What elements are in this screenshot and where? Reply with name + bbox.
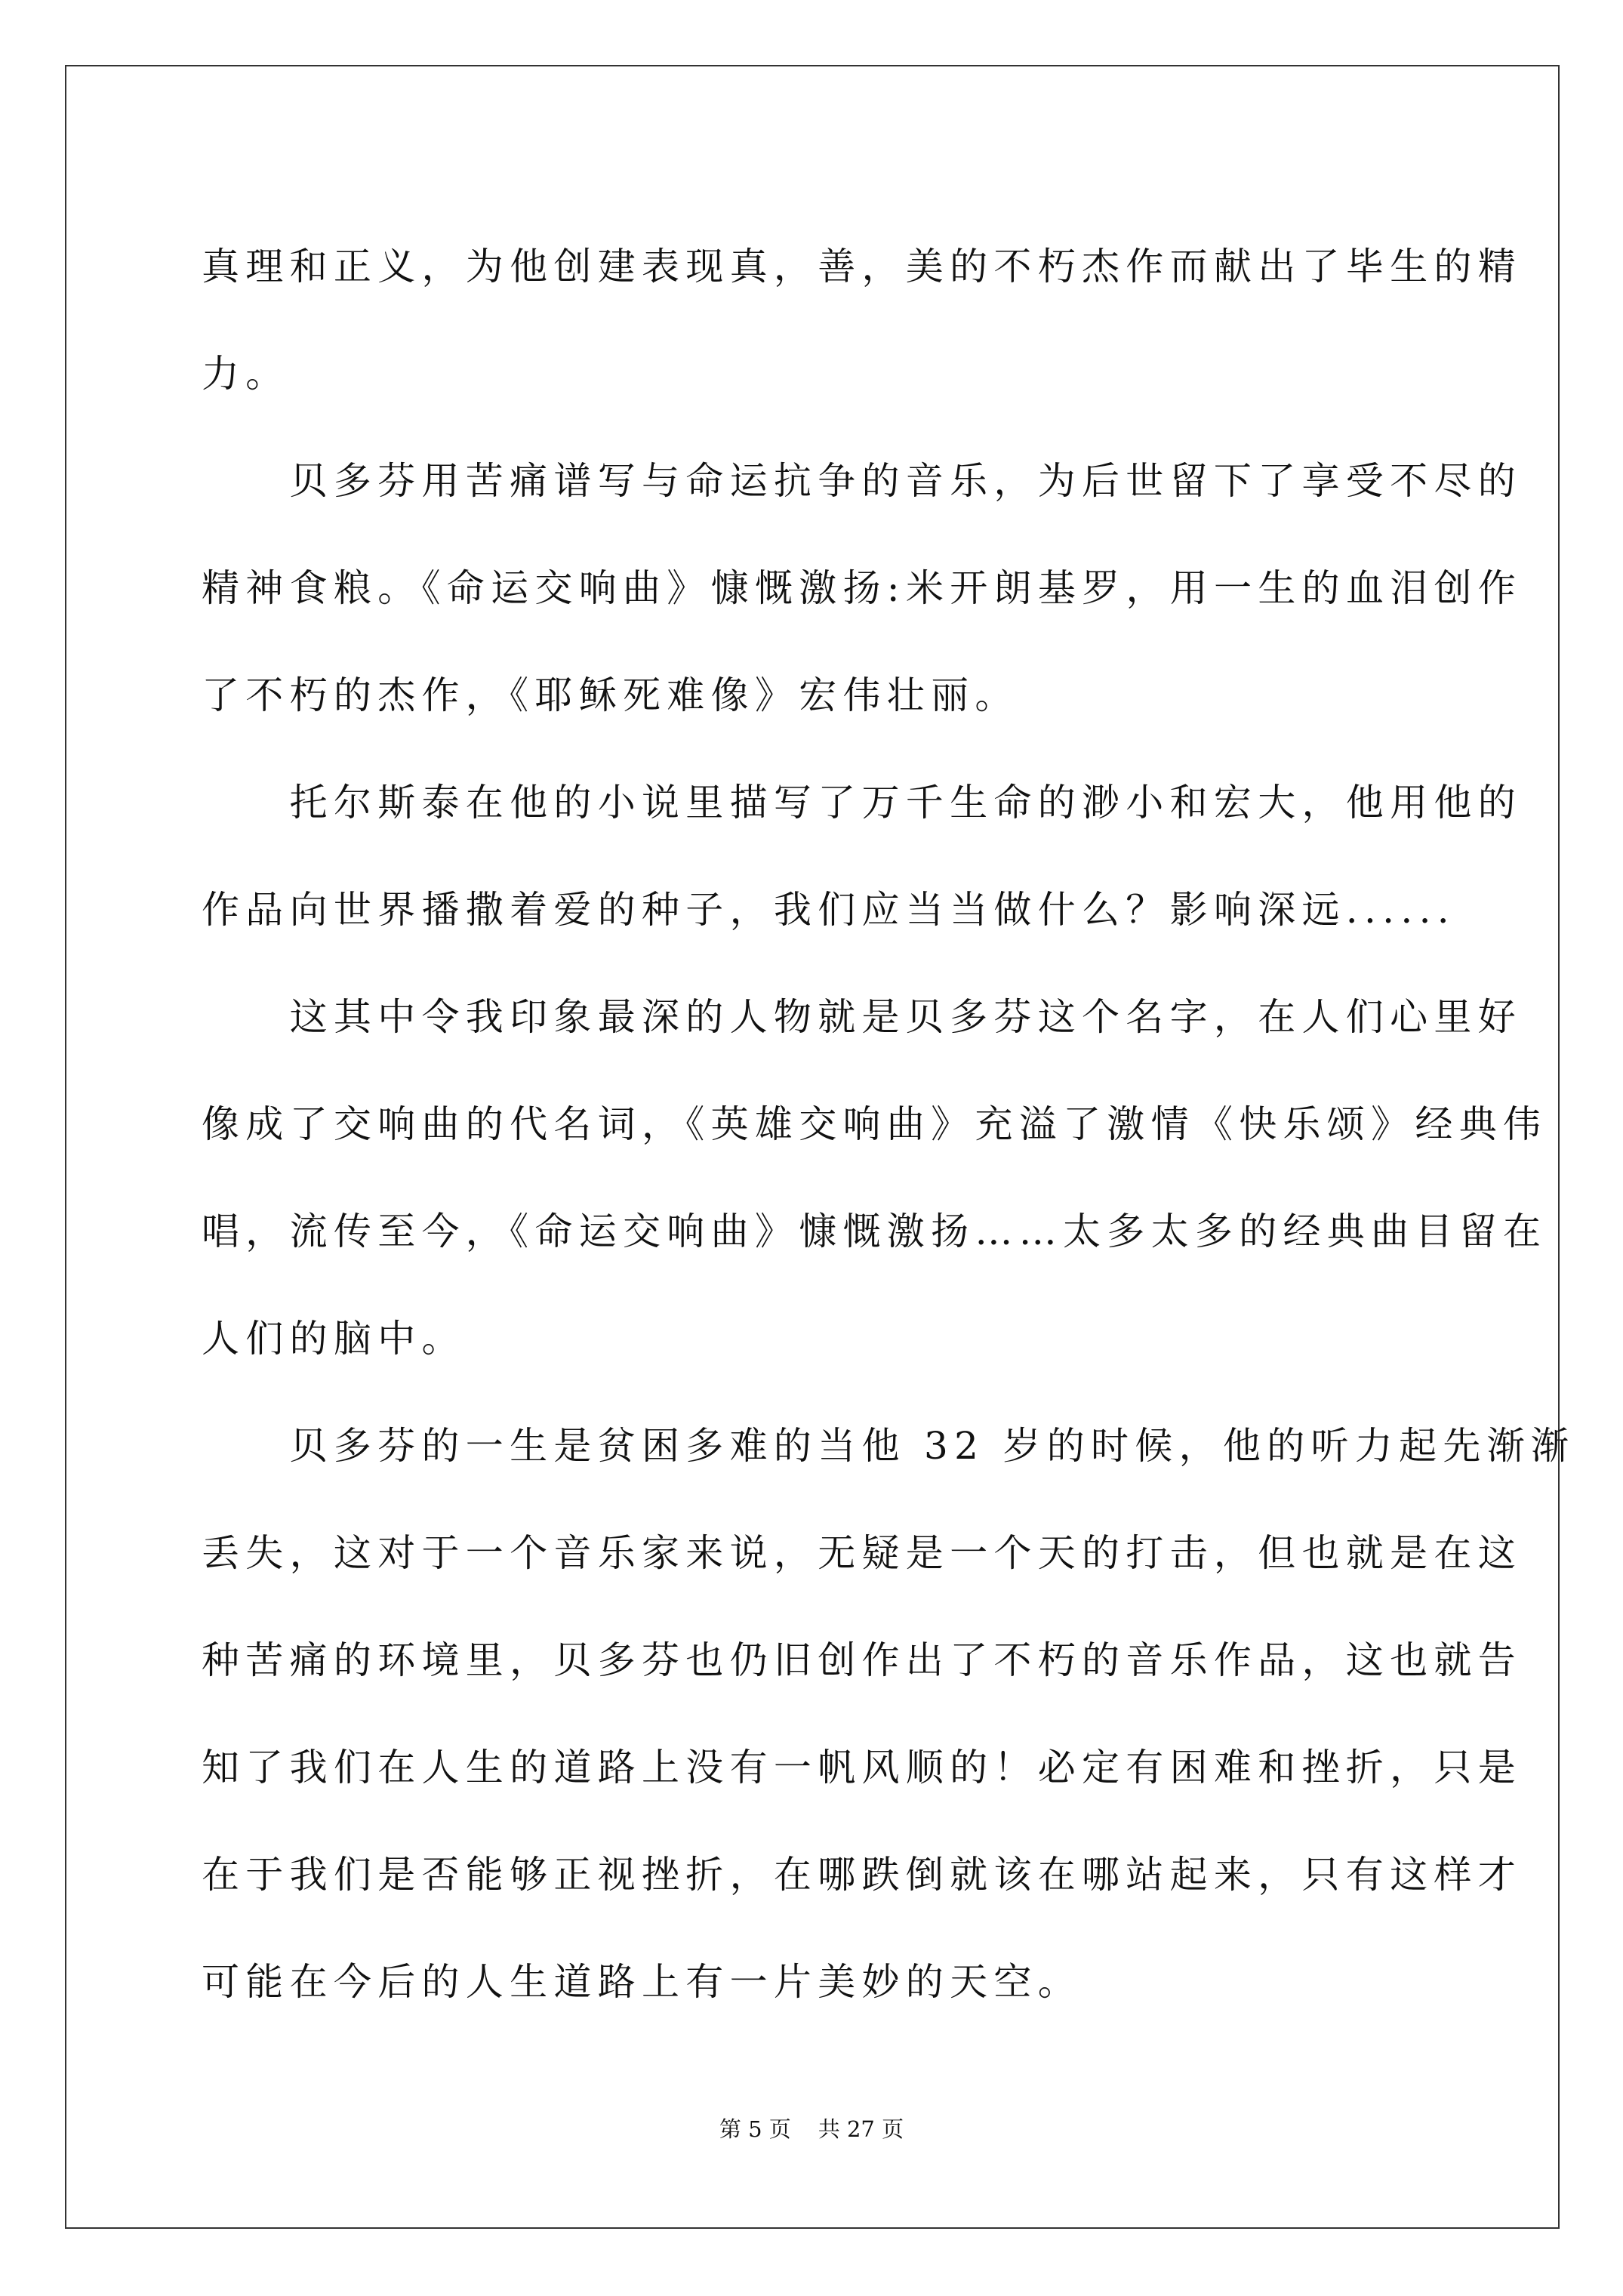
page-footer xyxy=(0,2114,1623,2144)
text-line: 贝多芬用苦痛谱写与命运抗争的音乐，为后世留下了享受不尽的 xyxy=(202,459,1522,503)
text-line: 了不朽的杰作，《耶稣死难像》宏伟壮丽。 xyxy=(202,673,1019,717)
text-line: 可能在今后的人生道路上有一片美妙的天空。 xyxy=(202,1960,1082,2004)
text-line: 人们的脑中。 xyxy=(202,1317,466,1361)
text-line: 知了我们在人生的道路上没有一帆风顺的！必定有困难和挫折，只是 xyxy=(202,1746,1522,1789)
text-line: 力。 xyxy=(202,352,290,396)
text-line: 丢失，这对于一个音乐家来说，无疑是一个天的打击，但也就是在这 xyxy=(202,1531,1522,1575)
text-line: 真理和正义，为他创建表现真，善，美的不朽杰作而献出了毕生的精 xyxy=(202,245,1522,288)
text-line: 贝多芬的一生是贫困多难的当他 32 岁的时候，他的听力起先渐渐 xyxy=(202,1424,1575,1468)
text-line: 唱，流传至今，《命运交响曲》慷慨激扬……太多太多的经典曲目留在 xyxy=(202,1210,1548,1253)
text-line: 精神食粮。《命运交响曲》慷慨激扬:米开朗基罗，用一生的血泪创作 xyxy=(202,566,1523,610)
current-page-number: 第 5 页 xyxy=(719,2116,791,2142)
text-line: 种苦痛的环境里，贝多芬也仍旧创作出了不朽的音乐作品，这也就告 xyxy=(202,1638,1522,1682)
document-body xyxy=(202,213,1575,2036)
total-page-count: 共 27 页 xyxy=(818,2116,904,2142)
text-line: 托尔斯泰在他的小说里描写了万千生命的渺小和宏大，他用他的 xyxy=(202,781,1522,824)
text-line: 在于我们是否能够正视挫折，在哪跌倒就该在哪站起来，只有这样才 xyxy=(202,1853,1522,1897)
text-line: 像成了交响曲的代名词，《英雄交响曲》充溢了激情《快乐颂》经典伟 xyxy=(202,1102,1548,1146)
text-line: 作品向世界播撒着爱的种子，我们应当当做什么？影响深远...... xyxy=(202,888,1455,932)
text-line: 这其中令我印象最深的人物就是贝多芬这个名字，在人们心里好 xyxy=(202,995,1522,1039)
